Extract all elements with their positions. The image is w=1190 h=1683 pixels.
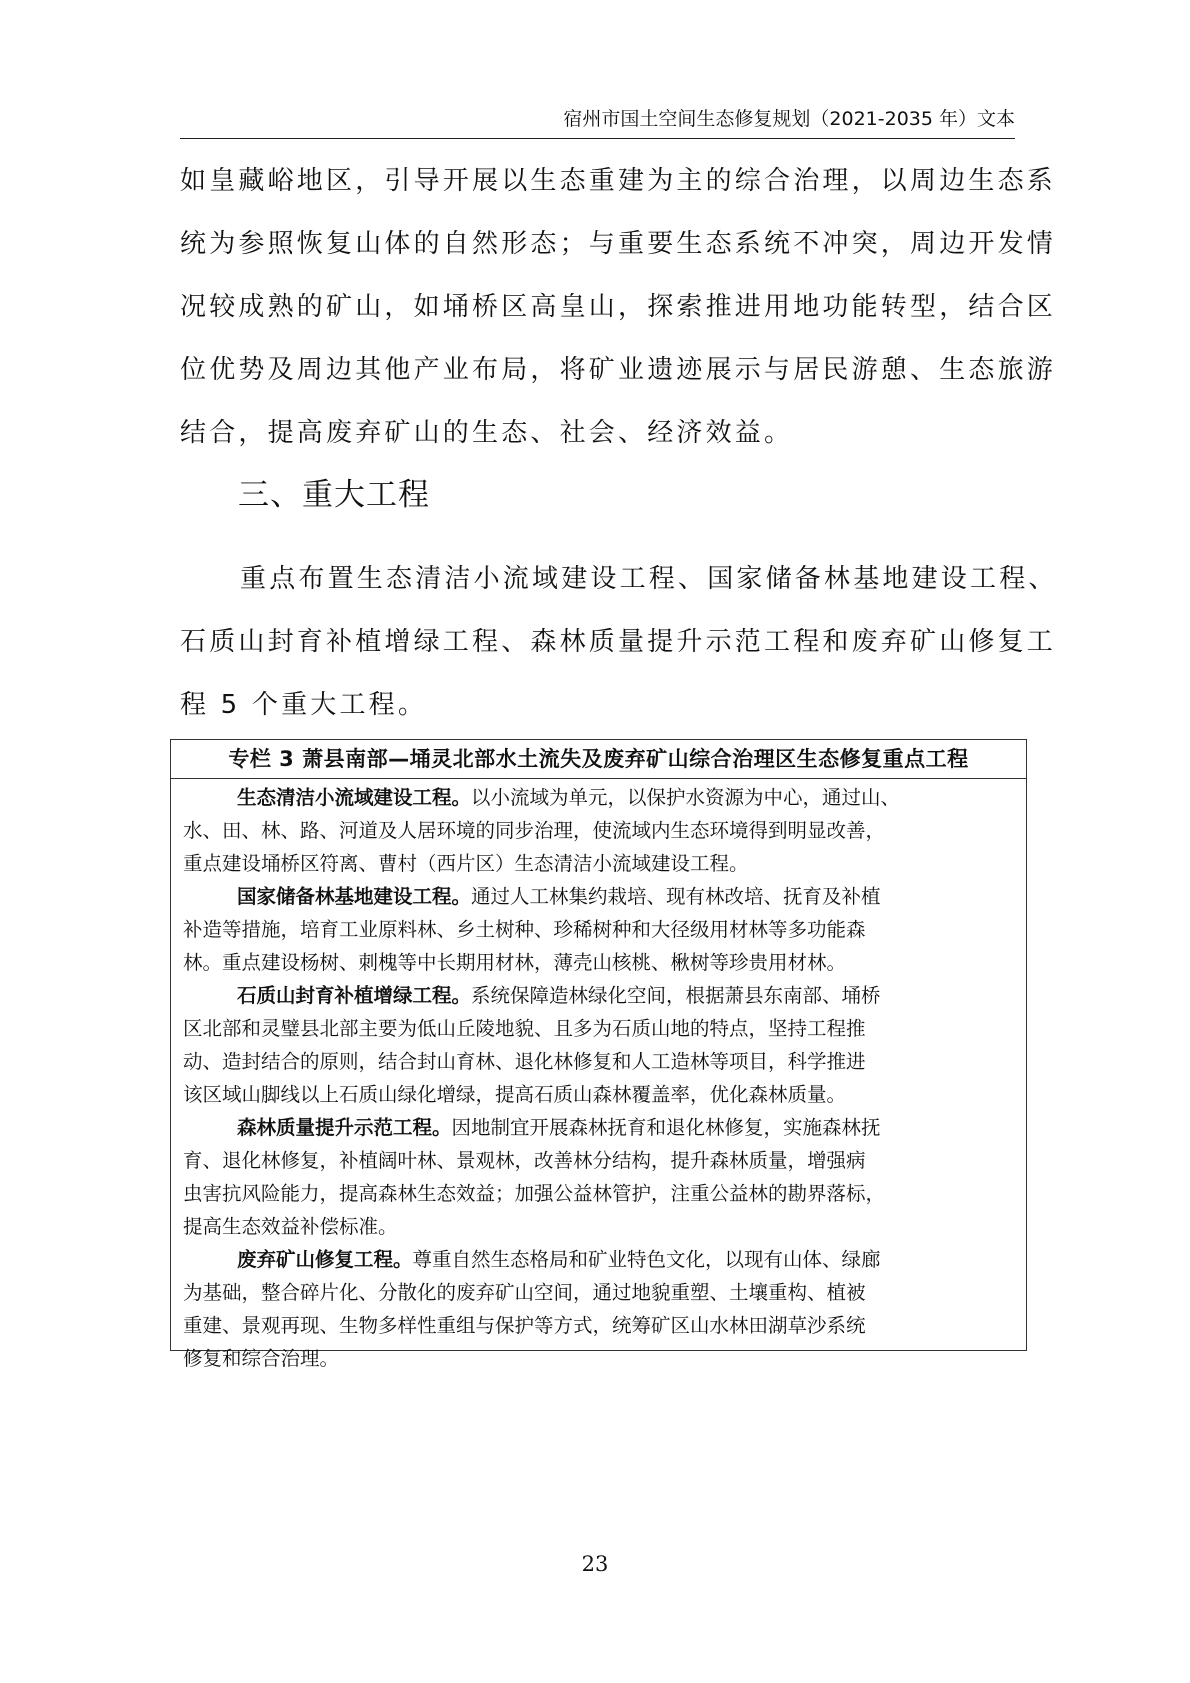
box-body [171, 779, 1026, 1375]
item-lead: 森林质量提升示范工程。 [237, 1116, 452, 1139]
body-line: 况较成熟的矿山，如埇桥区高皇山，探索推进用地功能转型，结合区 [180, 292, 1057, 322]
section-intro [180, 548, 1058, 737]
intro-line: 重点布置生态清洁小流域建设工程、国家储备林基地建设工程、 [240, 564, 1058, 594]
box-item-first-line [183, 1111, 1012, 1144]
box-item-line: 修复和综合治理。 [183, 1347, 340, 1370]
body-line: 如皇藏峪地区，引导开展以生态重建为主的综合治理，以周边生态系 [180, 166, 1057, 196]
box-item-line: 补造等措施，培育工业原料林、乡土树种、珍稀树种和大径级用材林等多功能森 [183, 918, 866, 941]
box-item-line: 林。重点建设杨树、刺槐等中长期用材林，薄壳山核桃、楸树等珍贵用材林。 [183, 951, 847, 974]
box-item-line: 区北部和灵璧县北部主要为低山丘陵地貌、且多为石质山地的特点，坚持工程推 [183, 1017, 866, 1040]
box-item-first-line [183, 880, 1012, 913]
item-lead: 石质山封育补植增绿工程。 [237, 984, 472, 1007]
box-item-line: 为基础，整合碎片化、分散化的废弃矿山空间，通过地貌重塑、土壤重构、植被 [183, 1281, 866, 1304]
section-heading: 三、重大工程 [238, 477, 430, 513]
box-item-line: 重建、景观再现、生物多样性重组与保护等方式，统筹矿区山水林田湖草沙系统 [183, 1314, 866, 1337]
box-item-line: 虫害抗风险能力，提高森林生态效益；加强公益林管护，注重公益林的勘界落标， [183, 1182, 886, 1205]
item-text: 以小流域为单元，以保护水资源为中心，通过山、 [471, 786, 901, 809]
box-item-line: 水、田、林、路、河道及人居环境的同步治理，使流域内生态环境得到明显改善， [183, 819, 886, 842]
box-item-line: 该区域山脚线以上石质山绿化增绿，提高石质山森林覆盖率，优化森林质量。 [183, 1083, 847, 1106]
page-number: 23 [581, 1552, 609, 1576]
item-lead: 废弃矿山修复工程。 [237, 1248, 413, 1271]
body-line: 位优势及周边其他产业布局，将矿业遗迹展示与居民游憩、生态旅游 [180, 355, 1057, 385]
body-line: 结合，提高废弃矿山的生态、社会、经济效益。 [180, 418, 794, 448]
item-text: 因地制宜开展森林抚育和退化林修复，实施森林抚 [451, 1116, 881, 1139]
intro-line: 石质山封育补植增绿工程、森林质量提升示范工程和废弃矿山修复工 [180, 627, 1057, 657]
box-title: 专栏 3 萧县南部—埇灵北部水土流失及废弃矿山综合治理区生态修复重点工程 [171, 740, 1026, 779]
box-item-first-line [183, 1243, 1012, 1276]
box-item-first-line [183, 979, 1012, 1012]
item-lead: 国家储备林基地建设工程。 [237, 885, 472, 908]
item-text: 系统保障造林绿化空间，根据萧县东南部、埇桥 [471, 984, 881, 1007]
header-divider [180, 138, 1015, 139]
item-text: 尊重自然生态格局和矿业特色文化，以现有山体、绿廊 [412, 1248, 881, 1271]
box-item-line: 育、退化林修复，补植阔叶林、景观林，改善林分结构，提升森林质量，增强病 [183, 1149, 866, 1172]
item-lead: 生态清洁小流域建设工程。 [237, 786, 472, 809]
box-item-line: 重点建设埇桥区符离、曹村（西片区）生态清洁小流域建设工程。 [183, 852, 749, 875]
body-paragraph [180, 150, 1057, 465]
box-item-line: 动、造封结合的原则，结合封山育林、退化林修复和人工造林等项目，科学推进 [183, 1050, 866, 1073]
box-item-line: 提高生态效益补偿标准。 [183, 1215, 398, 1238]
item-text: 通过人工林集约栽培、现有林改培、抚育及补植 [471, 885, 881, 908]
running-header: 宿州市国土空间生态修复规划（2021-2035 年）文本 [563, 108, 1015, 130]
special-column-box [170, 739, 1027, 1370]
box-item-first-line [183, 781, 1012, 814]
body-line: 统为参照恢复山体的自然形态；与重要生态系统不冲突，周边开发情 [180, 229, 1057, 259]
intro-line: 程 5 个重大工程。 [180, 690, 428, 720]
